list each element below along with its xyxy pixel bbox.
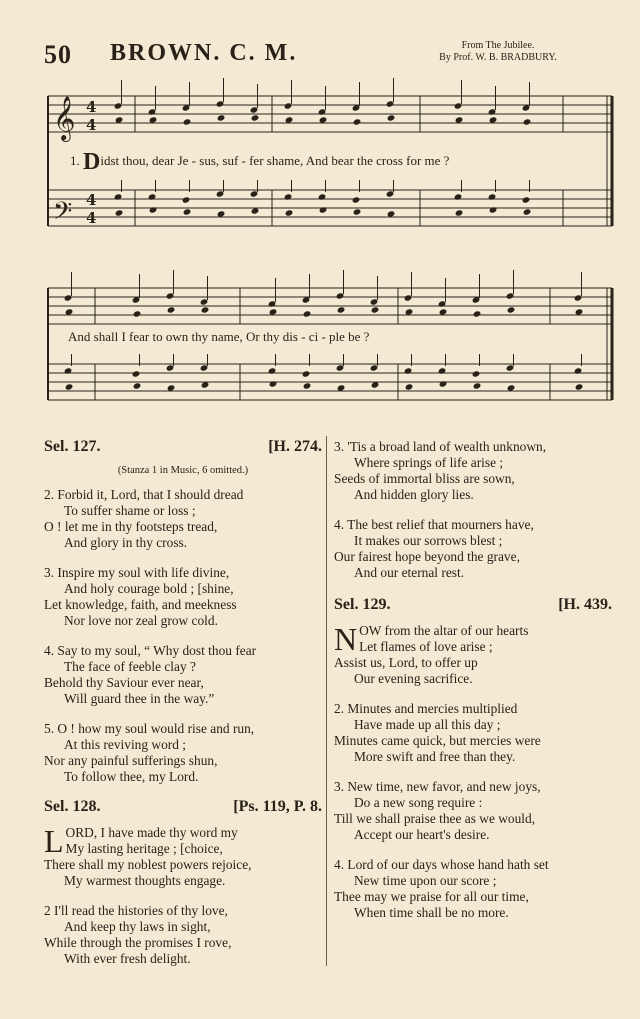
note-head <box>386 100 395 107</box>
verse-line: 3. New time, new favor, and new joys, <box>334 779 541 794</box>
note-head <box>473 310 482 317</box>
note-heads <box>64 100 584 391</box>
stanza <box>334 517 612 581</box>
sel-127-header <box>44 439 322 465</box>
svg-text:4: 4 <box>86 98 97 116</box>
lyric-initial: D <box>83 149 101 175</box>
note-head <box>303 310 312 317</box>
note-head <box>473 382 482 389</box>
note-head <box>574 367 583 374</box>
note-head <box>472 370 481 377</box>
note-head <box>370 298 379 305</box>
drop-cap: L <box>44 823 64 859</box>
sel-128-stanzas <box>44 825 322 967</box>
note-head <box>523 118 532 125</box>
verse-line: Our fairest hope beyond the grave, <box>334 549 520 564</box>
verse-line: Let flames of love arise ; <box>359 639 493 654</box>
note-head <box>148 193 157 200</box>
note-head <box>319 206 328 213</box>
sel-127-label: Sel. 127. <box>44 438 101 455</box>
note-head <box>405 383 414 390</box>
lyric-text-1: idst thou, dear Je - sus, suf - fer shame, And bear the cross for me ? <box>100 153 450 168</box>
note-head <box>488 108 497 115</box>
note-head <box>217 114 226 121</box>
verse-line: Where springs of life arise ; <box>354 455 504 470</box>
verse-line: Have made up all this day ; <box>354 717 501 732</box>
verse-line: Behold thy Saviour ever near, <box>44 675 204 690</box>
sel-128-label: Sel. 128. <box>44 798 101 815</box>
verse-line: And holy courage bold ; [shine, <box>64 581 234 596</box>
verse-line: At this reviving word ; <box>64 737 186 752</box>
stanza <box>334 779 612 843</box>
verse-line: The face of feeble clay ? <box>64 659 196 674</box>
note-head <box>454 193 463 200</box>
note-head <box>302 370 311 377</box>
note-head <box>115 209 124 216</box>
verse-line: Till we shall praise thee as we would, <box>334 811 536 826</box>
verse-line: 4. The best relief that mourners have, <box>334 517 534 532</box>
sel-129-ref: [H. 439. <box>558 596 612 613</box>
note-head <box>133 382 142 389</box>
verse-line: Minutes came quick, but mercies were <box>334 733 541 748</box>
verse-line: New time upon our score ; <box>354 873 497 888</box>
sel-128-ref: [Ps. 119, P. 8. <box>233 798 322 815</box>
sel-129-header <box>334 597 612 623</box>
note-head <box>268 300 277 307</box>
note-head <box>404 294 413 301</box>
note-head <box>167 306 176 313</box>
note-head <box>506 292 515 299</box>
verse-line: Seeds of immortal bliss are sown, <box>334 471 515 486</box>
note-head <box>251 114 260 121</box>
svg-text:4: 4 <box>86 209 97 227</box>
note-head <box>284 193 293 200</box>
note-head <box>284 102 293 109</box>
verse-line: Our evening sacrifice. <box>354 671 473 686</box>
note-head <box>438 300 447 307</box>
note-head <box>506 364 515 371</box>
note-head <box>318 193 327 200</box>
note-head <box>523 208 532 215</box>
verse-line: While through the promises I rove, <box>44 935 232 950</box>
verse-line: And glory in thy cross. <box>64 535 188 550</box>
stanza <box>334 623 612 687</box>
note-head <box>386 190 395 197</box>
hymn-title: BROWN. C. M. <box>110 40 298 66</box>
note-head <box>114 102 123 109</box>
sel-129-stanzas <box>334 623 612 921</box>
note-head <box>318 108 327 115</box>
verse-line: When time shall be no more. <box>354 905 509 920</box>
svg-text:4: 4 <box>86 191 97 209</box>
note-head <box>507 306 516 313</box>
note-head <box>114 193 123 200</box>
note-head <box>337 306 346 313</box>
music-notation <box>0 0 640 430</box>
lyric-line-2: And shall I fear to own thy name, Or thy dis - ci - ple be ? <box>68 329 370 344</box>
note-head <box>353 118 362 125</box>
verse-line: Will guard thee in the way.” <box>64 691 215 706</box>
note-head <box>574 294 583 301</box>
note-head <box>371 306 380 313</box>
note-head <box>370 364 379 371</box>
verse-line: OW from the altar of our hearts <box>359 623 529 638</box>
note-head <box>149 206 158 213</box>
verse-line: Nor love nor zeal grow cold. <box>64 613 218 628</box>
svg-text:4: 4 <box>86 116 97 134</box>
source-line-1: From The Jubilee. <box>461 40 535 51</box>
note-head <box>488 193 497 200</box>
verse-line: And keep thy laws in sight, <box>64 919 211 934</box>
note-head <box>132 370 141 377</box>
page-number: 50 <box>44 40 72 69</box>
verse-line: Accept our heart's desire. <box>354 827 490 842</box>
note-head <box>454 102 463 109</box>
note-head <box>250 106 259 113</box>
note-head <box>455 209 464 216</box>
note-head <box>404 367 413 374</box>
verse-line: 2. Minutes and mercies multiplied <box>334 701 518 716</box>
verse-line: Do a new song require : <box>354 795 483 810</box>
note-head <box>303 382 312 389</box>
verse-line: And our eternal rest. <box>354 565 465 580</box>
sel-127-ref: [H. 274. <box>268 438 322 455</box>
note-head <box>268 367 277 374</box>
stanza-note: (Stanza 1 in Music, 6 omitted.) <box>117 465 249 476</box>
note-head <box>336 364 345 371</box>
note-head <box>183 118 192 125</box>
left-column <box>44 439 322 981</box>
stanza <box>44 643 322 707</box>
note-head <box>201 306 210 313</box>
note-head <box>133 310 142 317</box>
verse-number: 1. <box>70 153 83 168</box>
note-head <box>64 367 73 374</box>
verse-line: It makes our sorrows blest ; <box>354 533 503 548</box>
note-head <box>200 298 209 305</box>
verse-line: Let knowledge, faith, and meekness <box>44 597 237 612</box>
column-divider <box>326 436 327 966</box>
note-head <box>216 100 225 107</box>
sel-129-label: Sel. 129. <box>334 596 391 613</box>
note-head <box>182 196 191 203</box>
right-column <box>334 439 612 935</box>
verse-line: To suffer shame or loss ; <box>64 503 196 518</box>
note-head <box>575 383 584 390</box>
drop-cap: N <box>334 621 358 657</box>
verse-line: 4. Lord of our days whose hand hath set <box>334 857 549 872</box>
note-head <box>285 209 294 216</box>
note-head <box>166 292 175 299</box>
verse-line: Nor any painful sufferings shun, <box>44 753 218 768</box>
stanza <box>334 701 612 765</box>
verse-line: To follow thee, my Lord. <box>64 769 199 784</box>
stanza <box>44 565 322 629</box>
note-head <box>489 206 498 213</box>
verse-line: There shall my noblest powers rejoice, <box>44 857 252 872</box>
verse-line: More swift and free than they. <box>354 749 516 764</box>
stanza <box>44 487 322 551</box>
stanza <box>44 903 322 967</box>
note-head <box>439 380 448 387</box>
stanza <box>44 721 322 785</box>
note-head <box>200 364 209 371</box>
verse-line: 5. O ! how my soul would rise and run, <box>44 721 255 736</box>
source-line-2: By Prof. W. B. BRADBURY. <box>439 52 557 63</box>
verse-line: My lasting heritage ; [choice, <box>65 841 223 856</box>
note-head <box>438 367 447 374</box>
note-head <box>250 190 259 197</box>
verse-line: With ever fresh delight. <box>64 951 191 966</box>
verse-line: 4. Say to my soul, “ Why dost thou fear <box>44 643 257 658</box>
stanza <box>334 857 612 921</box>
verse-line: O ! let me in thy footsteps tread, <box>44 519 218 534</box>
verse-line: 3. Inspire my soul with life divine, <box>44 565 230 580</box>
note-head <box>336 292 345 299</box>
treble-clef-icon: 𝄞 <box>53 96 76 140</box>
note-head <box>352 196 361 203</box>
note-head <box>522 196 531 203</box>
sel-127-stanzas <box>44 487 322 785</box>
bass-clef-icon: 𝄢 <box>53 197 73 232</box>
note-head <box>148 108 157 115</box>
lyric-line-1 <box>70 149 449 176</box>
continued-stanzas <box>334 439 612 581</box>
verse-line: 2 I'll read the histories of thy love, <box>44 903 228 918</box>
note-head <box>65 383 74 390</box>
note-head <box>64 294 73 301</box>
verse-line: Assist us, Lord, to offer up <box>334 655 478 670</box>
verse-line: Thee may we praise for all our time, <box>334 889 529 904</box>
note-head <box>166 364 175 371</box>
bar-lines <box>48 78 612 400</box>
verse-line: And hidden glory lies. <box>354 487 474 502</box>
note-head <box>387 114 396 121</box>
stanza <box>44 825 322 889</box>
verse-line: ORD, I have made thy word my <box>65 825 238 840</box>
stanza <box>334 439 612 503</box>
verse-line: 3. 'Tis a broad land of wealth unknown, <box>334 439 547 454</box>
note-head <box>183 208 192 215</box>
verse-line: 2. Forbid it, Lord, that I should dread <box>44 487 244 502</box>
verse-line: My warmest thoughts engage. <box>64 873 226 888</box>
note-head <box>269 380 278 387</box>
sel-128-header <box>44 799 322 825</box>
staff-lines <box>48 96 612 400</box>
note-head <box>353 208 362 215</box>
note-head <box>216 190 225 197</box>
